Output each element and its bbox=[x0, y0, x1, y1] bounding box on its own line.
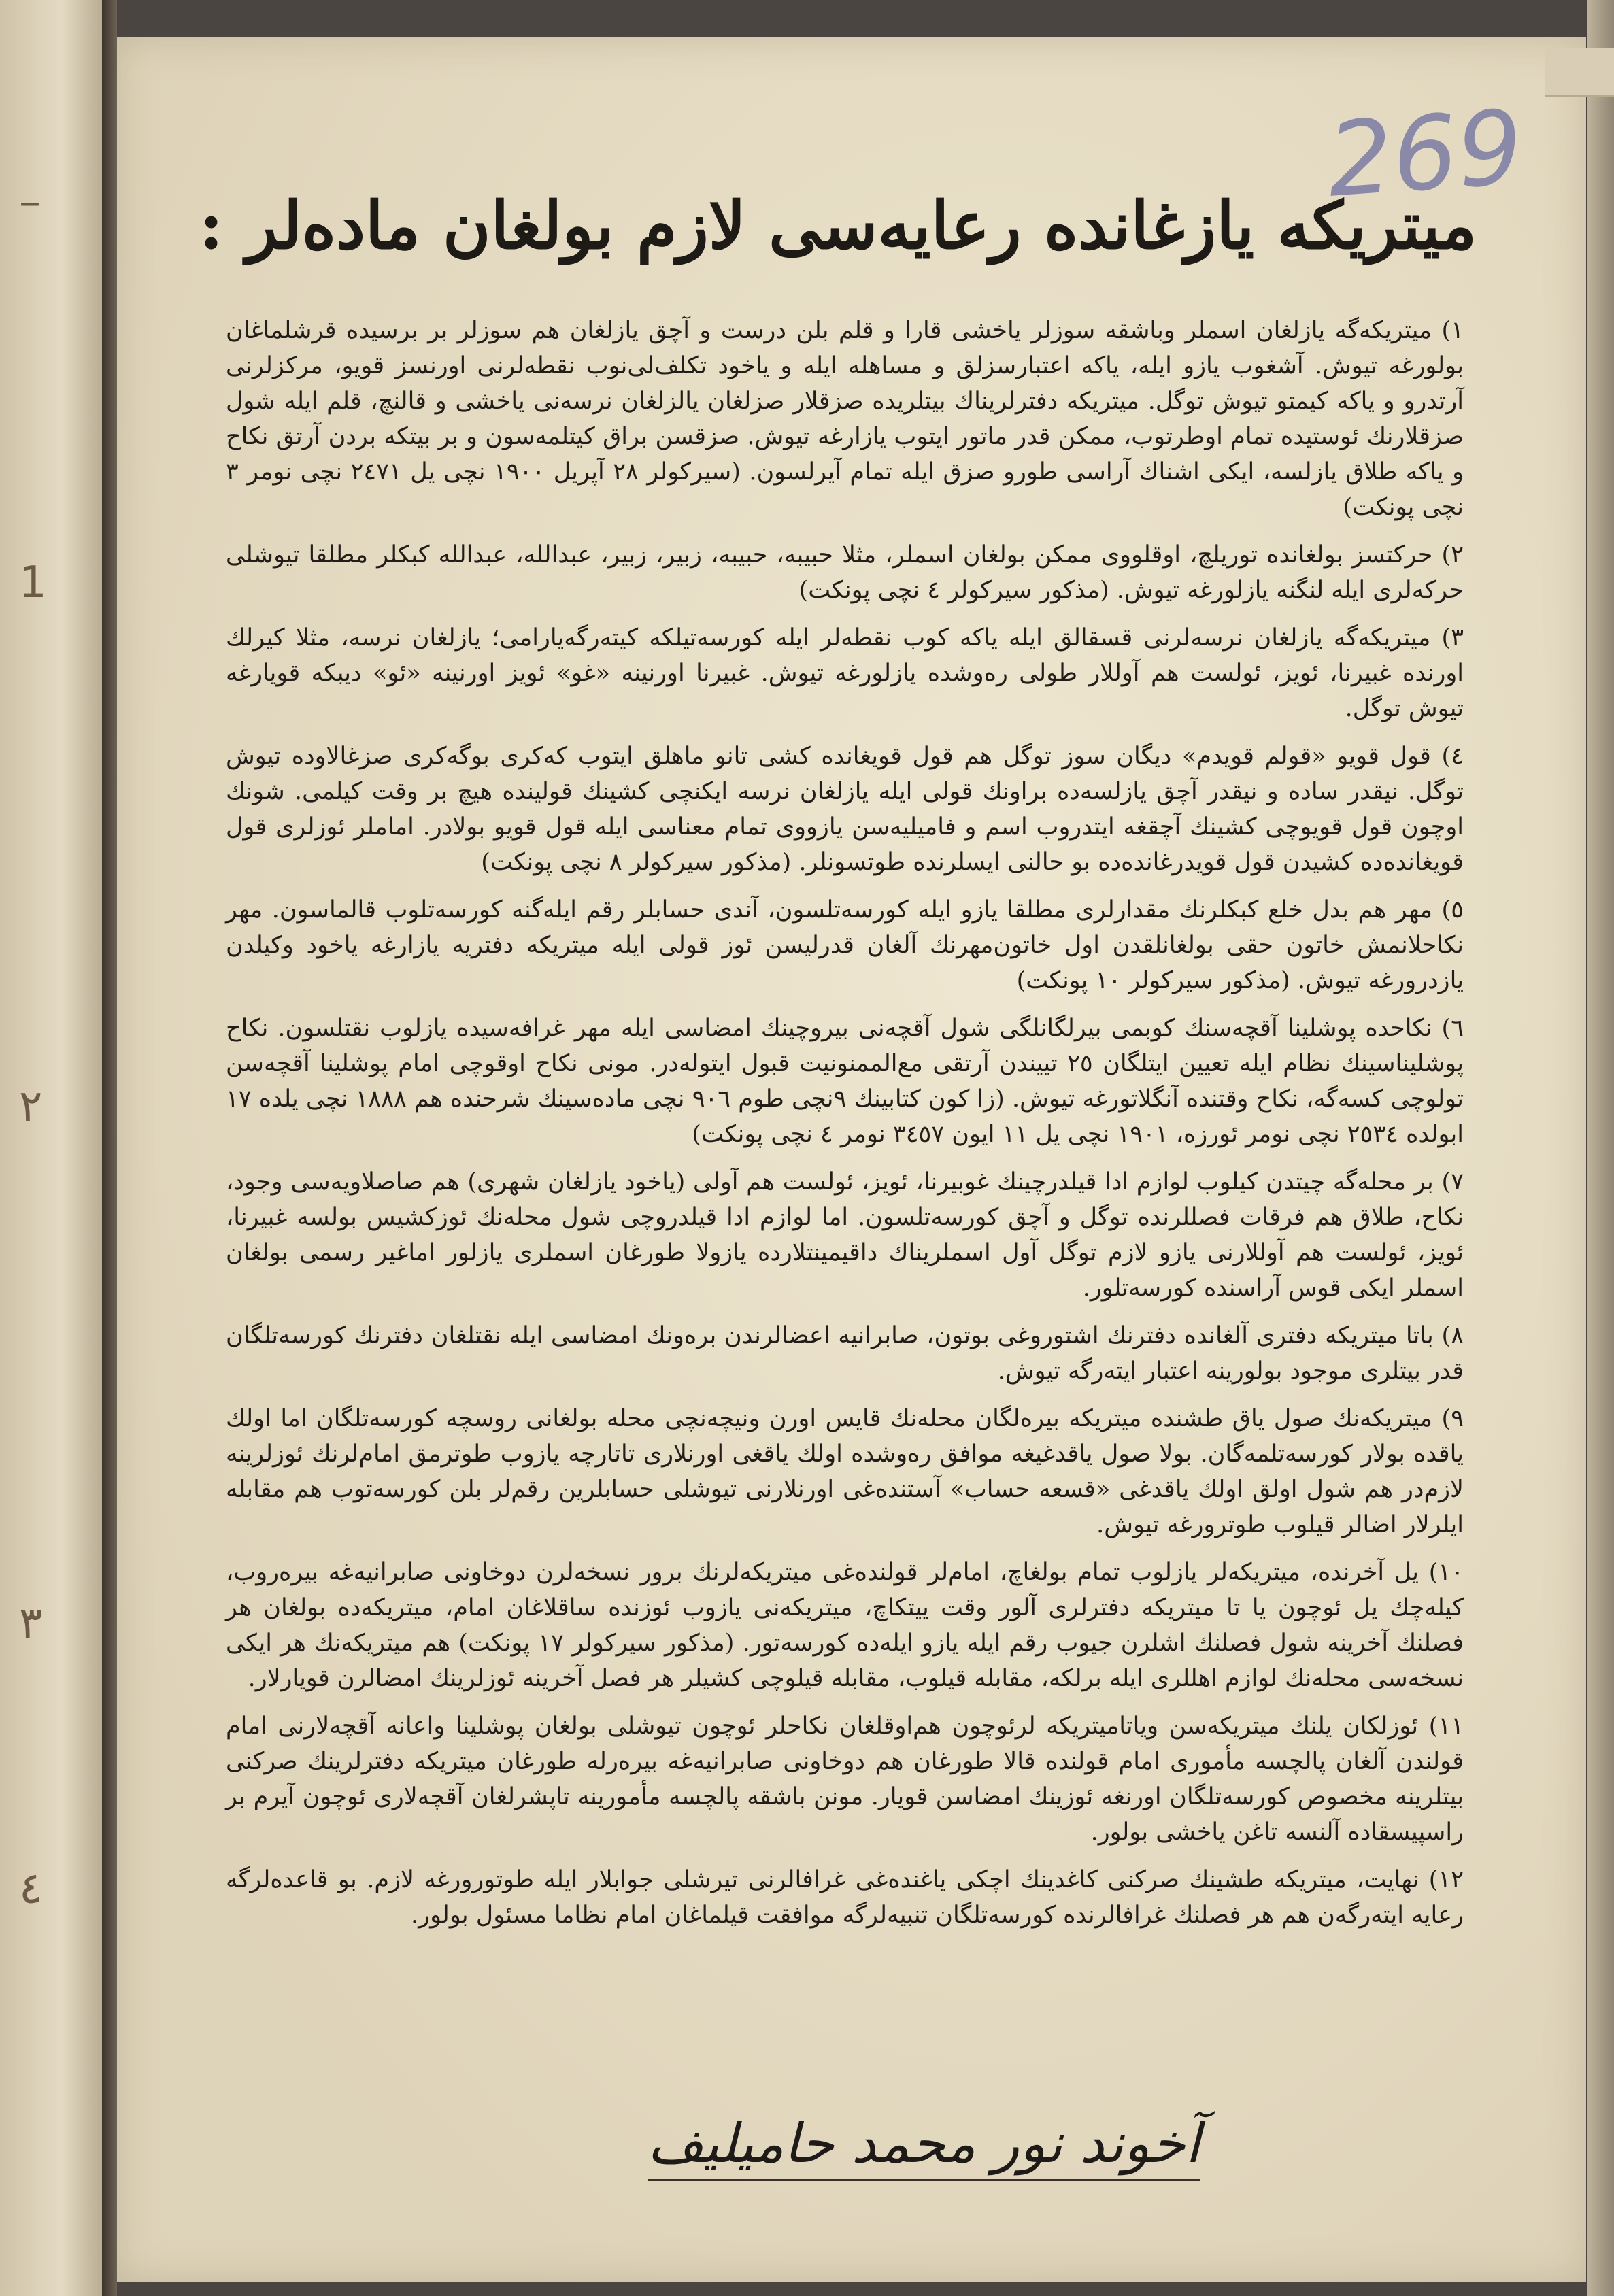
left-facing-page bbox=[0, 0, 102, 2296]
paragraph-6: ٦) نكاحده پوشلينا آقچه‌سنك كوبمى بيرلگانلگى شول آقچه‌نى بيروچينك امضاسى ايله مهر غرافه‌سيده يازلوب نقتلسون. نكاح پوشليناسينك نظام ايله تعيين ايتلگان ٢٥ تييندن آرتقى مع‌الممنونيت قبول ايتوله‌در. مونى نكاح اوقوچى امام پوشلينا آقچه‌سن تولوچى كسه‌گه، نكاح وقتنده آنگلاتورغه تيوش. (زا كون كتابينك ٩نچى طوم ٩٠٦ نچى ماده‌سينك شرحنده هم ١٨٨٨ نچى يلده ١٧ ابولده ٢٥٣٤ نچى نومر ئورزه، ١٩٠١ نچى يل ١١ ايون ٣٤٥٧ نومر ٤ نچى پونكت) bbox=[226, 1015, 1464, 1148]
body-text bbox=[226, 313, 1464, 1945]
left-margin-mark-1: 1 bbox=[19, 558, 47, 608]
left-margin-dash: – bbox=[19, 177, 41, 227]
paragraph-10: ١٠) يل آخرنده، ميتريكه‌لر يازلوب تمام بولغاچ، امام‌لر قولنده‌غى ميتريكه‌لرنك بر‌ور نسخه‌لرن دوخاونى صابرانيه‌غه بيره‌روب، كيله‌چك يل ئوچون يا تا ميتريكه دفترلرى آلور وقت ييتكاچ، ميتريكه‌نى يازوب ئوزنده ساقلاغان امام، ميتريكه‌ده بولغان هر فصلنك آخرينه شول فصلنك اشلرن جيوب رقم ايله يازو ايله‌ده كورسه‌تور. (مذكور سيركولر ١٧ پونكت) هم ميتريكه‌نك هر ايكى نسخه‌سى محله‌نك لوازم اهللرى ايله برلكه، مقابله قيلوب، مقابله قيلوچى كشيلر هر فصل آخرينه ئوزلرينك امضالرن قويارلار. bbox=[226, 1559, 1464, 1692]
left-margin-mark-3: ٣ bbox=[19, 1598, 43, 1649]
paragraph-2: ٢) حركتسز بولغانده‌ توريلچ، اوقلووى ممكن بولغان اسملر، مثلا حبيبه، حبيبه، زبير، زبير، عبدالله، عبدالله كبكلر مطلقا تيوشلى حركه‌لرى ايله‌ لنگنه يازلورغه تيوش. (مذكور سيركولر ٤ نچى پونكت) bbox=[226, 541, 1464, 604]
page-edge bbox=[1587, 0, 1614, 2296]
paragraph-5: ٥) مهر هم بدل خلع كبكلرنك مقدارلرى مطلقا يازو ايله كورسه‌تلسون، آندى حسابلر رقم ايله‌گنه كورسه‌تلوب قالماسون. مهر نكاحلانمش خاتون حقى بولغانلقدن اول خاتون‌مهرنك آلغان قدرليسن ئوز قولى ايله ميتريكه دفتريه يازارغه ياخود وكيلدن يازدرورغه تيوش. (مذكور سيركولر ١٠ پونكت) bbox=[226, 896, 1464, 994]
paragraph-4: ٤) قول قويو «قولم قويدم» ديگان سوز توگل هم قول قويغانده كشى تانو ماهلق ايتوب كه‌كرى بوگه‌كرى صزغالاوده تيوش توگل. نيقدر ساده و نيقدر آچق يازلسه‌ده براونك قولى ايله يازلغان نرسه ايكنچى كشينك قولينده هيچ بر وقت كيلمى. شونك اوچون قول قويوچى كشينك آچقغه ايتدروب اسم و فاميليه‌سن يازووى تمام معناسى ايله قول قويو بولادر. اما‌ملر ئوزلرى قول قويغانده‌ده كشيدن قول قويدرغانده‌ده بو حالنى ايسلرنده طوتسونلر. (مذكور سيركولر ٨ نچى پونكت) bbox=[226, 743, 1464, 876]
document-page bbox=[117, 37, 1586, 2282]
book-gutter bbox=[102, 0, 117, 2296]
paragraph-1: ١) ميتريكه‌گه يازلغان اسملر وباشقه سوزلر ياخشى قارا و قلم بلن درست و آچق يازلغان هم سوزلر بر برسيده قرشلماغان بولورغه تيوش. آشغوب يازو ايله، ياكه اعتبارسزلق و مساهله ايله و ياخود تكلف‌لى‌نوب نقطه‌لرنى اورنسز قويو، مركزلرنى آرتدرو و ياكه كيمتو تيوش توگل. ميتريكه دفترلريناك بيتلريده صزقلار صزلغان يالزلغان نرسه‌نى ياخشى و قالنچ، قلم ايله شول صزقلارنك ئوستيده تمام اوطرتوب، ممكن قدر ماتور ايتوب يازارغه تيوش. صزقسن براق كيتلمه‌سون و بر بيتكه بردن آرتق نكاح و ياكه طلاق يازلسه، ايكى اشناك آراسى طورو صزق ايله تمام آيرلسون. (سيركولر ٢٨ آپريل ١٩٠٠ نچى يل ٢٤٧١ نچى نومر ٣ نچى پونكت) bbox=[226, 317, 1464, 521]
page-number: 269 bbox=[1324, 88, 1527, 220]
paragraph-3: ٣) ميتريكه‌گه يازلغان نرسه‌لرنى قسقالق ايله ياكه كوب نقطه‌لر ايله كورسه‌تيلكه كيته‌رگه‌يارامى؛ يازلغان نرسه، مثلا كيرلك اورنده غبيرنا، ئويز، ئولست هم آوللار طولى ره‌وشده يازلورغه تيوش. غبيرنا اورنينه «غو» ئويز اورنينه «ئو» ديبكه قويارغه تيوش توگل. bbox=[226, 624, 1464, 722]
paragraph-7: ٧) بر محله‌گه چيتدن كيلوب لوازم ادا قيلدرچينك غوبيرنا، ئويز، ئولست هم آولى (ياخود يازلغان شهرى) هم صاصلاويه‌سى وجود، نكاح، طلاق هم فرقات فصللرنده توگل و آچق كورسه‌تلسون. اما لوازم ادا قيلدروچى شول محله‌نك ئوزكشيس بولسه غبيرنا، ئويز، ئولست هم آوللارنى يازو لازم توگل آول اسملريناك داقيمينتلارده يازولا طورغان اسملرى يازلور اماغير رسمى بولغان اسملر ايكى قوس آراسنده كورسه‌تلور. bbox=[226, 1168, 1464, 1302]
paragraph-8: ٨) باتا ميتريكه دفترى آلغانده دفترنك اشتوروغى بوتون، صابرانيه اعضالرندن بره‌ونك امضاسى ايله نقتلغان دفترنك كورسه‌تلگان قدر بيتلرى موجود بولورينه اعتبار ايته‌رگه تيوش. bbox=[226, 1322, 1464, 1385]
page-title: ميتريكه يازغانده رعايه‌سى لازم بولغان ماده‌لر : bbox=[199, 187, 1477, 264]
page-corner-tab bbox=[1545, 48, 1614, 97]
left-margin-mark-4: ٤ bbox=[19, 1863, 43, 1914]
paragraph-11: ١١) ئوزلكان يلنك ميتريكه‌سن وياتاميتريكه لرئوچون هم‌اوقلغان نكاحلر ئوچون تيوشلى بولغان پوشلينا واعانه آقچه‌لارنى امام قولندن آلغان پالچسه مأمورى امام قولنده قالا طورغان هم دوخاونى صابرانيه‌غه بيره‌رله طورغان ميتريكه دفترلرينك صركنى بيتلرينه مخصوص كورسه‌تلگان اورنغه ئوزينك امضاسن قويار. مونن باشقه‌ پالچسه مأمورينه تاپشرلغان آقچه‌لارى ئوچون آيرم بر راسپيسقاده آلنسه تاغن ياخشى بولور. bbox=[226, 1712, 1464, 1846]
handwritten-signature: آخوند نور محمد حاميليف bbox=[648, 2112, 1200, 2181]
paragraph-12: ١٢) نهايت، ميتريكه طشينك صركنى كاغدينك اچكى ياغنده‌غى غرافالرنى تيرشلى جوابلار ايله طوتورورغه لازم. بو قاعده‌لرگه رعايه ايته‌رگه‌ن هم هر فصلنك غرافالرنده كورسه‌تلگان تنبيه‌لرگه موافقت قيلماغان امام نظاما مسئول بولور. bbox=[226, 1866, 1464, 1929]
left-margin-mark-2: ٢ bbox=[19, 1081, 43, 1132]
paragraph-9: ٩) ميتريكه‌نك صول ياق طشنده ميتريكه بيره‌لگان محله‌نك قايس اورن ونيچه‌نچى محله بولغانى روسچه كورسه‌تلگان اما اولك ياقده بولار كورسه‌تلمه‌گان. بولا صول ياقدغيغه موافق ره‌وشده اولك ياقغى اورنلارى تاتارچه يازوب طوترمق امام‌لرنك ئوزلرينه لازم‌در هم شول اولق اولك ياقدغى «قسعه حساب» آستنده‌غى اورنلارنى تيوشلى حسابلرين رقم‌لر بلن كورسه‌توب هم مقابله ايلرلار اضالر قيلوب طوترورغه تيوش. bbox=[226, 1405, 1464, 1538]
